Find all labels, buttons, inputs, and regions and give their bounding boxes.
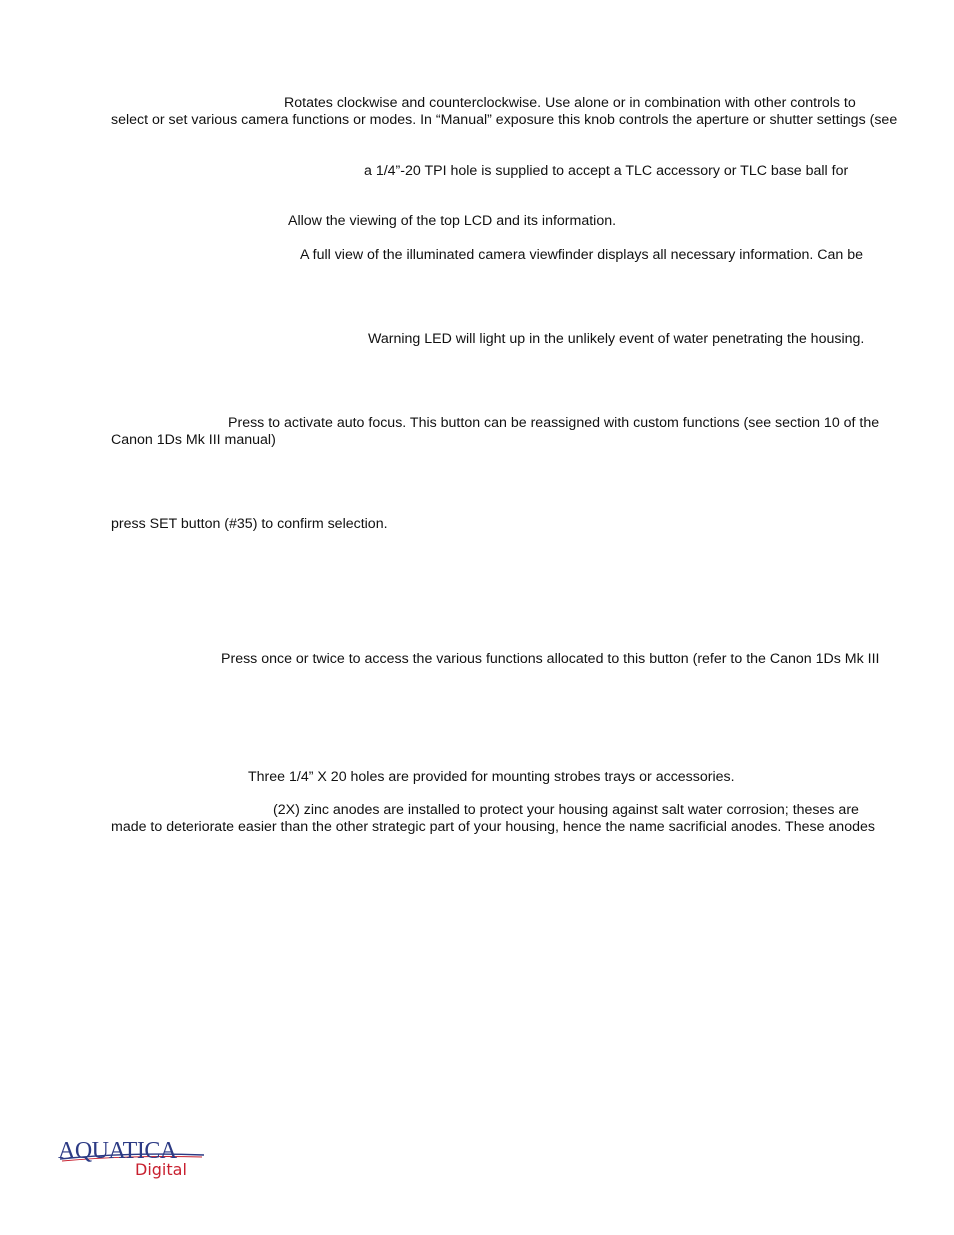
- text-line-zinc-anodes-2: made to deteriorate easier than the other strategic part of your housing, hence the name sacrificial anodes. These anodes: [111, 819, 875, 835]
- text-line-tpi-hole: a 1/4”-20 TPI hole is supplied to accept a TLC accessory or TLC base ball for: [364, 163, 849, 179]
- logo-brand-text: AQUATICA: [58, 1138, 177, 1164]
- text-line-zinc-anodes-1: (2X) zinc anodes are installed to protect your housing against salt water corrosion; theses are: [273, 802, 859, 818]
- text-line-mounting-holes: Three 1/4” X 20 holes are provided for mounting strobes trays or accessories.: [248, 769, 735, 785]
- aquatica-digital-logo: [58, 1138, 208, 1182]
- logo-sub-text: Digital: [135, 1160, 187, 1179]
- text-line-top-lcd: Allow the viewing of the top LCD and its information.: [288, 213, 617, 229]
- text-line-function-button: Press once or twice to access the various functions allocated to this button (refer to the Canon 1Ds Mk III: [221, 651, 880, 667]
- text-line-viewfinder: A full view of the illuminated camera viewfinder displays all necessary information. Can be: [300, 247, 864, 263]
- text-line-auto-focus-1: Press to activate auto focus. This button can be reassigned with custom functions (see section 10 of the: [228, 415, 880, 431]
- text-line-warning-led: Warning LED will light up in the unlikely event of water penetrating the housing.: [368, 331, 865, 347]
- text-line-dial-description-2: select or set various camera functions or modes. In “Manual” exposure this knob controls the aperture or shutter settings (see: [111, 112, 898, 128]
- text-line-dial-description-1: Rotates clockwise and counterclockwise. Use alone or in combination with other controls to: [284, 95, 856, 111]
- text-line-set-button: press SET button (#35) to confirm selection.: [111, 516, 388, 532]
- text-line-auto-focus-2: Canon 1Ds Mk III manual): [111, 432, 276, 448]
